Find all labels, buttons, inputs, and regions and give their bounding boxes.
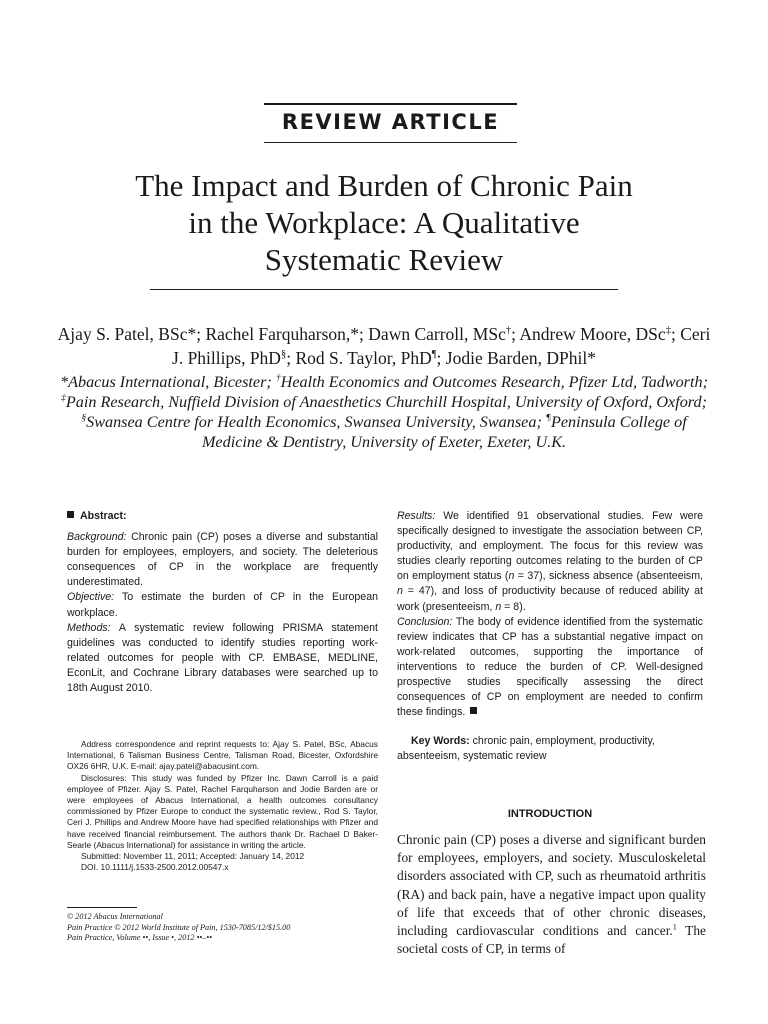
title-rule: [150, 289, 618, 290]
abstract-results: Results: We identified 91 observational studies. Few were specifically designed to investigate the association between CP, productivity, and employment. The focus for this review was studies clearly reporting outcomes relating to the burden of CP on employment status (n = 37), sickness absence (absenteeism, n = 47), and loss of productivity because of reduced ability at work (presenteeism, n = 8).: [397, 510, 703, 613]
section-rule: [264, 142, 517, 143]
abstract-background: Background: Chronic pain (CP) poses a diverse and substantial burden for employees, employers, and society. The deleterious consequences of CP in the workplace are frequently underestimated.: [67, 531, 378, 589]
doi: DOI. 10.1111/j.1533-2500.2012.00547.x: [81, 862, 229, 873]
keywords-label: Key Words:: [411, 735, 470, 747]
author: Ceri J. Phillips, PhD§;: [172, 324, 711, 368]
introduction-heading: INTRODUCTION: [507, 808, 593, 820]
affiliation: ‡Pain Research, Nuffield Division of Anaesthetics Churchill Hospital, University of Oxford, Oxford;: [61, 392, 707, 411]
square-bullet-icon: [67, 511, 74, 518]
author: Rachel Farquharson,*;: [205, 324, 369, 344]
abstract-left-column: [67, 509, 378, 696]
disclosures: Disclosures: This study was funded by Pfizer Inc. Dawn Carroll is a paid employee of Pfizer. Ajay S. Patel, Rachel Farquharson and Jodie Barden are or were employees of Abacus International, a health outcomes consultancy commissioned by Pfizer Europe to conduct the systematic review., Rod S. Taylor, Ceri J. Phillips and Andrew Moore have had specified relationships with Pfizer and have received financial reimbursement. The authors thank Dr. Rachael D Baker-Searle (Abacus International) for assistance in writing the article.: [67, 772, 378, 850]
copyright-line: © 2012 Abacus International: [67, 912, 163, 921]
correspondence-note: [67, 739, 378, 873]
affiliation: †Health Economics and Outcomes Research, Pfizer Ltd, Tadworth;: [275, 372, 708, 391]
copyright-line: Pain Practice © 2012 World Institute of Pain, 1530-7085/12/$15.00: [67, 922, 291, 932]
footnote-rule: [67, 907, 137, 908]
author-list: [50, 322, 718, 370]
end-square-icon: [470, 707, 477, 714]
abstract-right-column: [397, 509, 703, 720]
copyright-block: [67, 912, 378, 944]
section-label: REVIEW ARTICLE: [281, 110, 500, 134]
affiliation: ¶Peninsula College of Medicine & Dentistry, University of Exeter, Exeter, U.K.: [201, 412, 687, 451]
abstract-conclusion: Conclusion: The body of evidence identified from the systematic review indicates that CP has a substantial negative impact on work-related outcomes, supporting the importance of interventions to reduce the burden of CP. Well-designed prospective studies specifically assessing the direct consequences of CP on employment are needed to confirm these findings.: [397, 615, 703, 719]
top-rule: [264, 103, 517, 105]
author: Andrew Moore, DSc‡;: [519, 324, 681, 344]
article-title: The Impact and Burden of Chronic Pain in the Workplace: A Qualitative Systematic Review: [135, 168, 633, 277]
abstract-methods: Methods: A systematic review following PRISMA statement guidelines was conducted to identify studies reporting work-related outcomes for people with CP. EMBASE, MEDLINE, EconLit, and Cochrane Library databases were searched up to 18th August 2010.: [67, 621, 378, 695]
abstract-objective: Objective: To estimate the burden of CP in the European workplace.: [67, 591, 378, 619]
submission-dates: Submitted: November 11, 2011; Accepted: January 14, 2012: [81, 851, 305, 862]
introduction-text: Chronic pain (CP) poses a diverse and significant burden for employees, employers, and society. Musculoskeletal disorders associated with CP, such as rheumatoid arthritis (RA) and back pain, have a negative impact upon quality of life that exceeds that of other chronic diseases, including cardiovascular conditions and cancer.$^1$ The societal costs of CP, in terms of: [397, 832, 706, 957]
affiliations: [50, 372, 718, 452]
author: Dawn Carroll, MSc†;: [368, 324, 520, 344]
affiliation: *Abacus International, Bicester;: [60, 373, 276, 391]
reference-mark: 1: [672, 922, 677, 932]
author: Ajay S. Patel, BSc*;: [57, 324, 206, 344]
keywords-text: chronic pain, employment, productivity, absenteeism, systematic review: [397, 735, 655, 763]
keywords: [397, 734, 703, 764]
affiliation: §Swansea Centre for Health Economics, Swansea University, Swansea;: [81, 412, 546, 431]
author: Rod S. Taylor, PhD¶;: [295, 348, 446, 368]
author: Jodie Barden, DPhil*: [445, 348, 596, 368]
copyright-line: Pain Practice, Volume ••, Issue •, 2012 ••–••: [67, 933, 213, 942]
abstract-heading: Abstract:: [67, 509, 378, 524]
correspondence-address: Address correspondence and reprint requests to: Ajay S. Patel, BSc, Abacus International, 6 Talisman Business Centre, Talisman Road, Bicester, Oxfordshire OX26 6HR, U.K. E-mail: ajay.patel@abacusint.com.: [67, 739, 378, 772]
